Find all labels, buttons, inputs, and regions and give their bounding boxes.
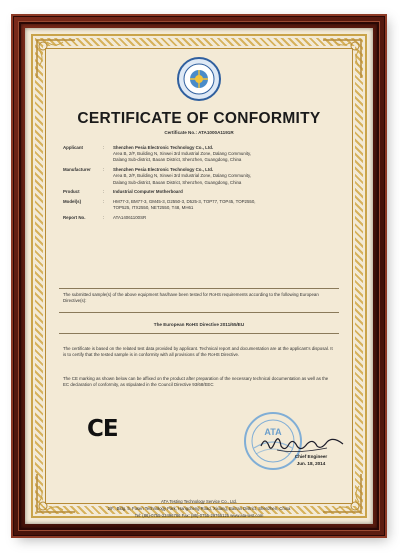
footer xyxy=(47,498,351,519)
certificate-title: CERTIFICATE OF CONFORMITY xyxy=(77,110,321,127)
divider xyxy=(59,333,339,334)
signer-date: Jun. 18, 2014 xyxy=(296,460,326,466)
field-value: Shenzhen Pesia Electronic Technology Co., Ltd. xyxy=(113,145,214,150)
field-row-manufacturer: Manufacturer : Shenzhen Pesia Electronic Technology Co., Ltd. Area B, 2/F, Building N, Xinwei 3rd Industrial Zone, Dalang Community, Dalang Sub-district, Baoan District, Shenzhen, Guangdong, China xyxy=(63,167,337,186)
field-label: Product xyxy=(63,189,80,195)
field-row-applicant: Applicant : Shenzhen Pesia Electronic Technology Co., Ltd. Area B, 2/F, Building N, Xinwei 3rd Industrial Zone, Dalang Community, Dalang Sub-district, Baoan District, Shenzhen, Guangdong, China xyxy=(63,145,337,164)
field-value: Area B, 2/F, Building N, Xinwei 3rd Industrial Zone, Dalang Community, xyxy=(113,173,252,179)
field-value: Dalang Sub-district, Baoan District, Shenzhen, Guangdong, China xyxy=(113,179,242,185)
certificate-fields xyxy=(63,145,337,225)
signer-title: Chief Engineer xyxy=(294,454,328,459)
directive-title: The European RoHS Directive 2011/65/EU xyxy=(153,322,245,327)
field-label: Manufacturer xyxy=(63,167,91,173)
footer-contact: Tel: (86)-0755-23496786 Fax: (86)-0755-29765125 www.ata-test.com xyxy=(134,513,264,518)
field-row-models: Model(s) : HM77-3, BM77-3, GM45-3, D2550-3, D525-3, TOP77, TOP45, TOP2550, TOP525, ITX2550, NET2550, T48, MH61 xyxy=(63,199,337,211)
footer-address: 2/F., Bldg. 5, Fusen Technology Park, Hangcheng Road, Xixiang, Bao'an District, Shenzhen, China xyxy=(107,506,291,511)
field-row-report-no: Report No. : ATA14061100SR xyxy=(63,215,337,221)
stamp-label: ATA xyxy=(264,427,282,437)
signer-block xyxy=(271,454,351,467)
picture-frame xyxy=(11,14,387,538)
field-value: Industrial Computer Motherboard xyxy=(113,189,183,195)
divider xyxy=(59,288,339,289)
field-value: HM77-3, BM77-3, GM45-3, D2550-3, D525-3, TOP77, TOP45, TOP2550, xyxy=(113,198,256,204)
field-row-product: Product : Industrial Computer Motherboard xyxy=(63,189,337,195)
certificate-paper xyxy=(25,28,373,524)
ata-logo-seal-icon xyxy=(176,56,222,102)
divider xyxy=(59,312,339,313)
certificate-content xyxy=(47,50,351,518)
field-label: Model(s) xyxy=(63,198,82,204)
field-value: Area B, 2/F, Building N, Xinwei 3rd Industrial Zone, Dalang Community, xyxy=(113,151,252,157)
ce-marking-text: The CE marking as shown below can be affixed on the product after preparation of the necessary technical documentation as well as the EC declaration of conformity, as stipulated in the Council Directive 93/68/EEC xyxy=(63,376,329,388)
field-value: TOP525, ITX2550, NET2550, T48, MH61 xyxy=(113,205,194,211)
certificate-number: Certificate No.: ATA1000A1191R xyxy=(164,130,234,135)
field-value: ATA14061100SR xyxy=(113,214,147,220)
basis-text: The certificate is based on the related test data provided by applicant. Technical report and documentation are at the applicant's disposal. It is to certify that the tested sample is in conformity with all provisions of the RoHS Directive. xyxy=(63,346,333,358)
signature-icon xyxy=(257,432,347,456)
field-label: Report No. xyxy=(63,214,86,220)
footer-company: ATA Testing Technology Service Co., Ltd. xyxy=(160,499,238,504)
field-value: Dalang Sub-district, Baoan District, Shenzhen, Guangdong, China xyxy=(113,157,242,163)
submitted-text: The submitted sample(s) of the above equipment has/have been tested for RoHS requirements according to the following European Directive(s): xyxy=(63,292,319,304)
field-label: Applicant xyxy=(63,145,84,150)
field-value: Shenzhen Pesia Electronic Technology Co., Ltd. xyxy=(113,167,214,173)
ce-mark: CE xyxy=(87,416,118,442)
